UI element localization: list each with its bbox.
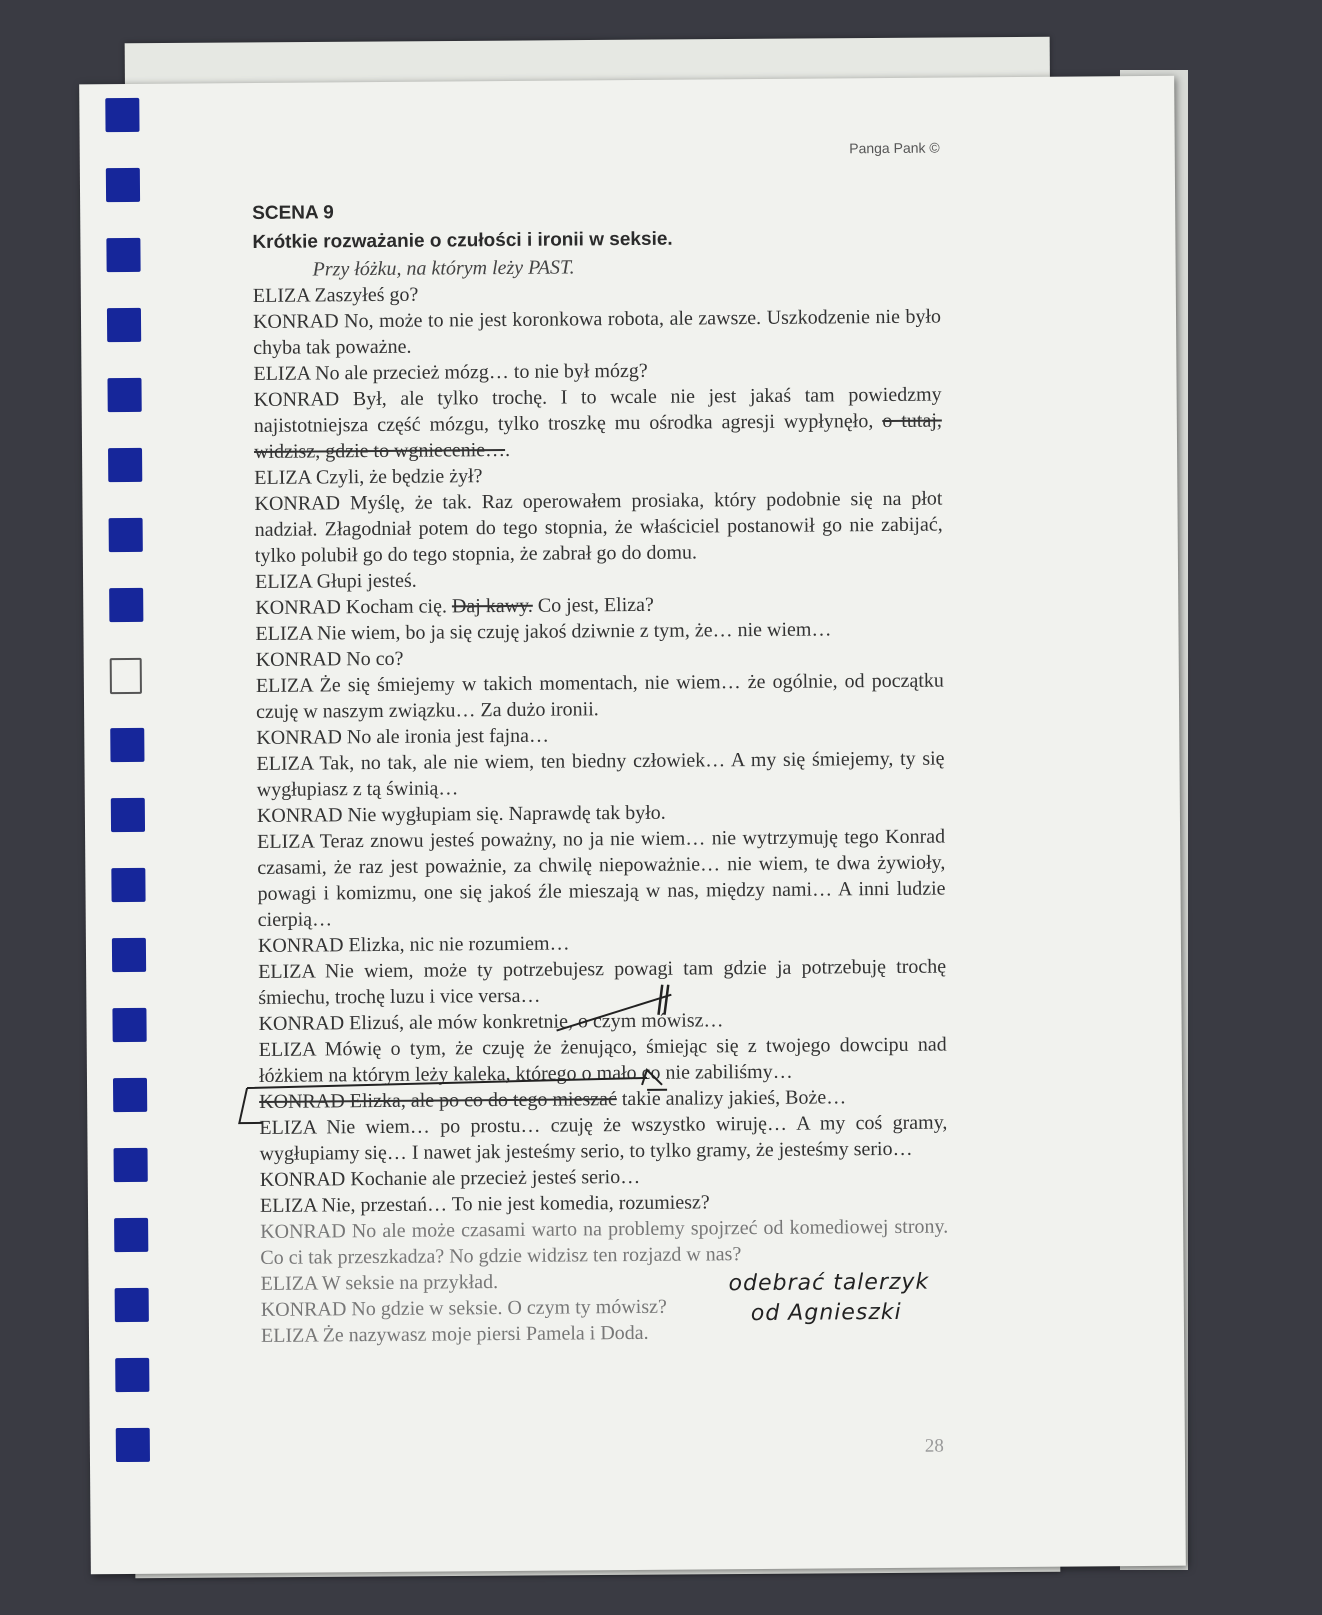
binding-hole [112,1008,146,1042]
dialogue-text: ELIZA Tak, no tak, ale nie wiem, ten biedny człowiek… A my się śmiejemy, ty się wygłupiasz z tą świnią… [256,747,945,801]
binding-hole [113,1078,147,1112]
dialogue-text: KONRAD Nie wygłupiam się. Naprawdę tak było. [256,801,666,827]
dialogue-text: ELIZA Nie wiem, bo ja się czuję jakoś dziwnie z tym, że… nie wiem… [255,618,832,645]
dialogue-text: ELIZA Że się śmiejemy w takich momentach, nie wiem… że ogólnie, od początku czuję w naszym związku… Za dużo ironii. [255,669,944,723]
binding-hole [115,1288,149,1322]
struck-text: o tutaj, widzisz, gdzie to wgniecenie… [253,409,942,463]
dialogue-line [258,954,946,1011]
handwritten-note-line1: odebrać talerzyk [728,1269,930,1297]
dialogue-line [257,824,946,933]
stage-direction: Przy łóżku, na którym leży PAST. [312,256,575,281]
dialogue-line [253,304,941,361]
dialogue-list [253,278,949,1349]
dialogue-text: ELIZA Mówię o tym, że czuję że żenująco, śmiejąc się z twojego dowcipu nad łóżkiem na którym leży kaleka, którego o mało co nie zabiliśmy… [258,1033,947,1087]
dialogue-text: KONRAD Kochanie ale przecież jesteś serio… [259,1165,641,1191]
dialogue-text: ELIZA W seksie na przykład. [260,1271,499,1295]
binding-hole [107,378,141,412]
dialogue-text: ELIZA Nie, przestań… To nie jest komedia, rozumiesz? [259,1191,710,1217]
binding-hole [115,1358,149,1392]
dialogue-line [259,1032,947,1089]
binding-hole [105,98,139,132]
dialogue-text: ELIZA Zaszyłeś go? [252,283,419,307]
dialogue-line [254,382,943,465]
page-header-author: Panga Pank © [849,139,940,157]
dialogue-text-after: Co jest, Eliza? [532,593,654,617]
dialogue-text: KONRAD No co? [255,647,404,671]
dialogue-text: KONRAD No ale ironia jest fajna… [256,724,550,749]
dialogue-text: ELIZA Nie wiem… po prostu… czuję że wszystko wiruję… A my coś gramy, wygłupiamy się… I nawet jak jesteśmy serio, to tylko gramy, że jesteśmy serio… [259,1111,948,1165]
dialogue-text: KONRAD Elizuś, ale mów konkretnie, o czym mówisz… [258,1009,724,1035]
dialogue-text: KONRAD Elizka, nic nie rozumiem… [257,932,570,957]
dialogue-text-after: takie analizy jakieś, Boże… [616,1086,847,1111]
dialogue-line [254,486,943,569]
binding-hole [112,938,146,972]
page-number: 28 [924,1435,944,1457]
dialogue-text: ELIZA Czyli, że będzie żył? [254,465,483,489]
dialogue-line [259,1110,947,1167]
dialogue-text-after: . [504,438,511,461]
binding-hole [109,588,143,622]
binding-hole [110,658,142,694]
script-page [79,76,1186,1575]
handwritten-note-line2: od Agnieszki [750,1299,902,1327]
dialogue-text: ELIZA Głupi jesteś. [254,569,417,593]
dialogue-line [256,668,944,725]
dialogue-text: KONRAD No ale może czasami warto na problemy spojrzeć od komediowej strony. Co ci tak przeszkadza? No gdzie widzisz ten rozjazd w nas? [260,1215,949,1269]
dialogue-line [260,1214,948,1271]
dialogue-text: KONRAD Myślę, że tak. Raz operowałem prosiaka, który podobnie się na płot nadział. Złagodniał potem do tego stopnia, że właściciel postanowił go nie zabijać, tylko polubił go do tego stopnia, że zabrał go do domu. [254,487,943,567]
binding-hole [106,238,140,272]
binding-hole [116,1428,150,1462]
binding-hole [114,1148,148,1182]
binding-hole [114,1218,148,1252]
dialogue-text: KONRAD No gdzie w seksie. O czym ty mówisz? [260,1295,667,1321]
dialogue-text: ELIZA Teraz znowu jesteś poważny, no ja nie wiem… nie wytrzymuję tego Konrad czasami, że raz jest poważnie, za chwilę niepoważnie… nie wiem, te dwa żywioły, powagi i komizmu, one się jakoś źle mieszają w nas, między nami… A inni ludzie cierpią… [257,825,946,931]
dialogue-text: KONRAD Kocham cię. [255,595,447,619]
struck-text: Daj kawy. [451,594,533,618]
dialogue-text: KONRAD Był, ale tylko trochę. I to wcale nie jest jakaś tam powiedzmy najistotniejsza część mózgu, tylko troszkę mu ośrodka agresji wypłynęło, [253,383,942,437]
dialogue-text: KONRAD No, może to nie jest koronkowa robota, ale zawsze. Uszkodzenie nie było chyba tak poważne. [252,305,942,359]
dialogue-text: ELIZA Że nazywasz moje piersi Pamela i Doda. [260,1321,649,1347]
binding-hole [110,728,144,762]
script-content [252,194,949,1349]
binding-hole [107,308,141,342]
binding-hole [108,448,142,482]
scene-title: SCENA 9 [252,202,334,224]
dialogue-line [256,746,944,803]
binding-hole [106,168,140,202]
struck-text: KONRAD Elizka, ale po co do tego mieszać [259,1088,617,1113]
binding-hole [111,798,145,832]
dialogue-text: ELIZA No ale przecież mózg… to nie był mózg? [253,359,648,385]
spiral-binding [79,83,201,1574]
scene-subtitle: Krótkie rozważanie o czułości i ironii w seksie. [252,228,673,253]
dialogue-text: ELIZA Nie wiem, może ty potrzebujesz powagi tam gdzie ja potrzebuję trochę śmiechu, trochę luzu i vice versa… [258,955,947,1009]
binding-hole [111,868,145,902]
binding-hole [109,518,143,552]
